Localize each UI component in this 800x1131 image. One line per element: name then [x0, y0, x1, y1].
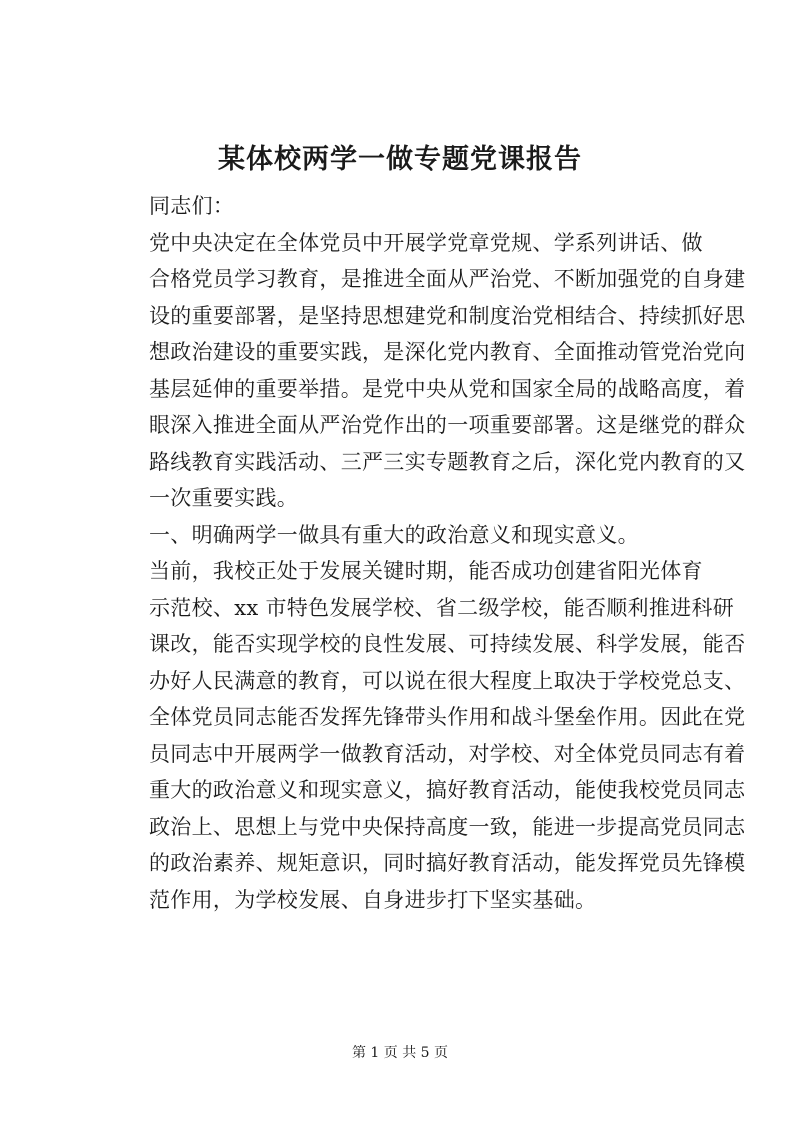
text-line: 路线教育实践活动、三严三实专题教育之后，深化党内教育的又 — [149, 449, 746, 474]
text-line: 员同志中开展两学一做教育活动，对学校、对全体党员同志有着 — [149, 741, 746, 766]
text-line: 政治上、思想上与党中央保持高度一致，能进一步提高党员同志 — [149, 814, 746, 839]
document-title: 某体校两学一做专题党课报告 — [218, 144, 582, 175]
section-heading — [107, 517, 713, 554]
paragraph-intro — [107, 225, 746, 517]
text-line: 基层延伸的重要举措。是党中央从党和国家全局的战略高度，着 — [149, 376, 746, 401]
paragraph-current-situation — [107, 553, 746, 918]
text-line: 设的重要部署，是坚持思想建党和制度治党相结合、持续抓好思 — [149, 303, 746, 328]
text-line: 示范校、xx 市特色发展学校、省二级学校，能否顺利推进科研 — [149, 595, 735, 620]
document-body — [107, 188, 746, 918]
text-line: 重大的政治意义和现实意义，搞好教育活动，能使我校党员同志 — [149, 778, 746, 802]
text-line: 眼深入推进全面从严治党作出的一项重要部署。这是继党的群众 — [149, 413, 746, 437]
text-line: 当前，我校正处于发展关键时期，能否成功创建省阳光体育 — [149, 559, 703, 583]
text-line: 全体党员同志能否发挥先锋带头作用和战斗堡垒作用。因此在党 — [149, 705, 746, 729]
text-line: 想政治建设的重要实践，是深化党内教育、全面推动管党治党向 — [149, 340, 746, 364]
text-line: 合格党员学习教育，是推进全面从严治党、不断加强党的自身建 — [149, 267, 746, 291]
text-line: 的政治素养、规矩意识，同时搞好教育活动，能发挥党员先锋模 — [149, 851, 746, 875]
greeting: 同志们： — [149, 194, 235, 218]
text-line: 课改，能否实现学校的良性发展、可持续发展、科学发展，能否 — [149, 632, 746, 656]
text-line: 范作用，为学校发展、自身进步打下坚实基础。 — [149, 887, 597, 912]
text-line: 党中央决定在全体党员中开展学党章党规、学系列讲话、做 — [149, 230, 703, 255]
text-line: 办好人民满意的教育，可以说在很大程度上取决于学校党总支、 — [149, 668, 746, 693]
page-footer: 第 1 页 共 5 页 — [351, 1045, 449, 1061]
text-line: 一、明确两学一做具有重大的政治意义和现实意义。 — [149, 522, 639, 547]
text-line: 一次重要实践。 — [149, 486, 299, 510]
